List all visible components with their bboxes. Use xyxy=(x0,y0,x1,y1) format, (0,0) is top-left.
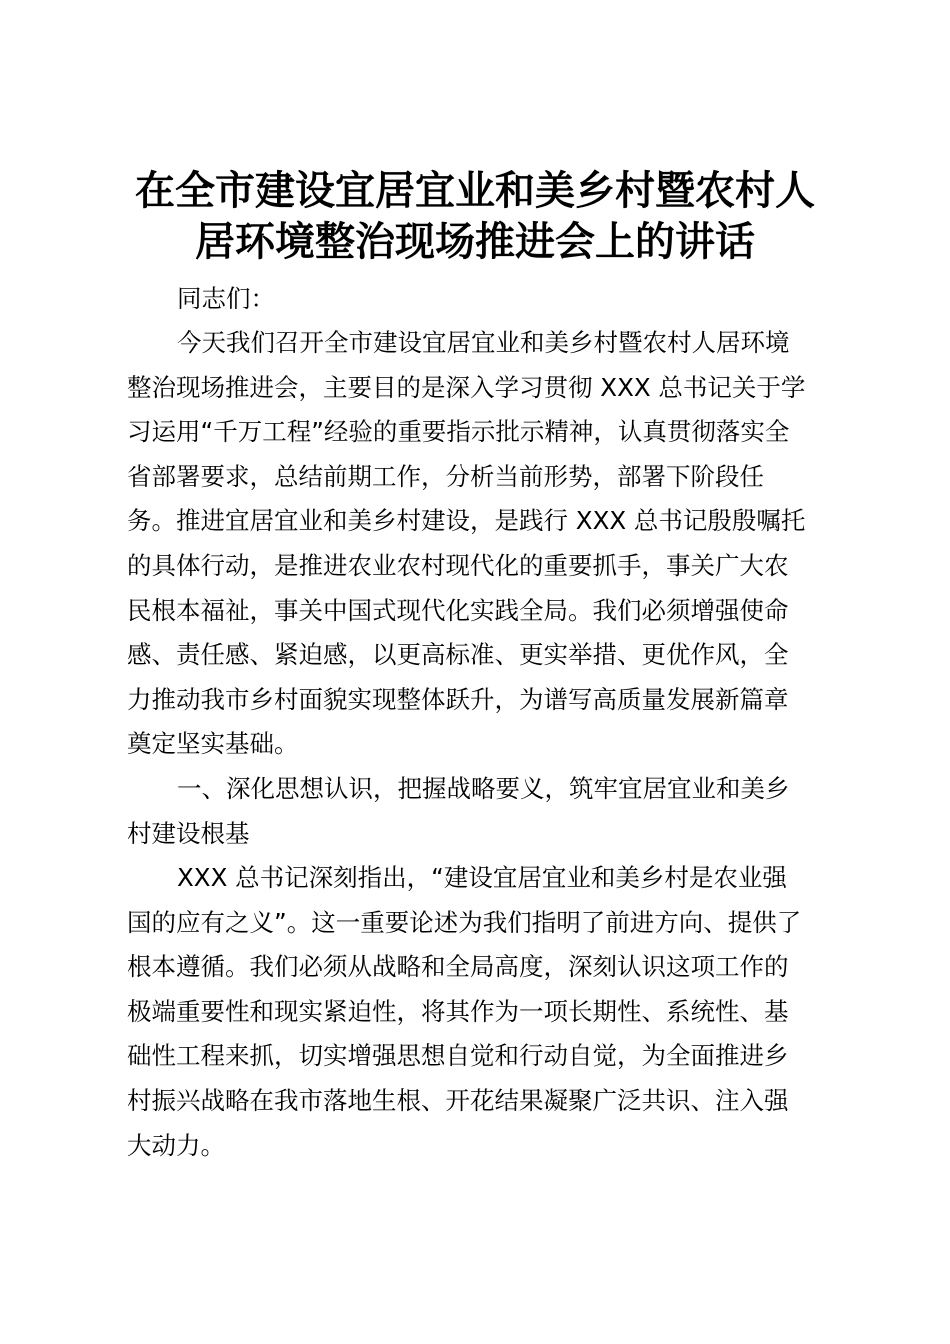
paragraph-line: 整治现场推进会，主要目的是深入学习贯彻 XXX 总书记关于学 xyxy=(127,372,806,402)
paragraph-line: 根本遵循。我们必须从战略和全局高度，深刻认识这项工作的 xyxy=(127,952,789,982)
heading-line: 一、深化思想认识，把握战略要义，筑牢宜居宜业和美乡 xyxy=(177,774,790,803)
paragraph-line: 力推动我市乡村面貌实现整体跃升，为谱写高质量发展新篇章 xyxy=(127,684,789,714)
title-line: 在全市建设宜居宜业和美乡村暨农村人 xyxy=(135,168,815,214)
section-heading-1 xyxy=(127,767,817,856)
paragraph-line: 省部署要求，总结前期工作，分析当前形势，部署下阶段任 xyxy=(127,461,764,491)
paragraph-section-1 xyxy=(127,856,817,1168)
document-title xyxy=(118,166,832,268)
paragraph-line: 大动力。 xyxy=(127,1130,225,1160)
paragraph-line: 务。推进宜居宜业和美乡村建设，是践行 XXX 总书记殷殷嘱托 xyxy=(127,506,806,536)
heading-line: 村建设根基 xyxy=(127,818,250,848)
paragraph-line: 今天我们召开全市建设宜居宜业和美乡村暨农村人居环境 xyxy=(177,328,790,357)
paragraph-line: 习运用“千万工程”经验的重要指示批示精神，认真贯彻落实全 xyxy=(127,417,790,447)
greeting xyxy=(127,277,817,322)
paragraph-line: 的具体行动，是推进农业农村现代化的重要抓手，事关广大农 xyxy=(127,550,789,580)
paragraph-line: 奠定坚实基础。 xyxy=(127,729,299,759)
paragraph-intro xyxy=(127,321,817,767)
paragraph-line: 村振兴战略在我市落地生根、开花结果凝聚广泛共识、注入强 xyxy=(127,1085,789,1115)
paragraph-line: 国的应有之义”。这一重要论述为我们指明了前进方向、提供了 xyxy=(127,907,802,937)
greeting-text: 同志们： xyxy=(177,284,275,313)
paragraph-line: XXX 总书记深刻指出，“建设宜居宜业和美乡村是农业强 xyxy=(177,863,787,892)
title-line: 居环境整治现场推进会上的讲话 xyxy=(195,219,755,265)
paragraph-line: 民根本福祉，事关中国式现代化实践全局。我们必须增强使命 xyxy=(127,595,789,625)
paragraph-line: 础性工程来抓，切实增强思想自觉和行动自觉，为全面推进乡 xyxy=(127,1041,789,1071)
paragraph-line: 极端重要性和现实紧迫性，将其作为一项长期性、系统性、基 xyxy=(127,996,789,1026)
paragraph-line: 感、责任感、紧迫感，以更高标准、更实举措、更优作风，全 xyxy=(127,640,789,670)
